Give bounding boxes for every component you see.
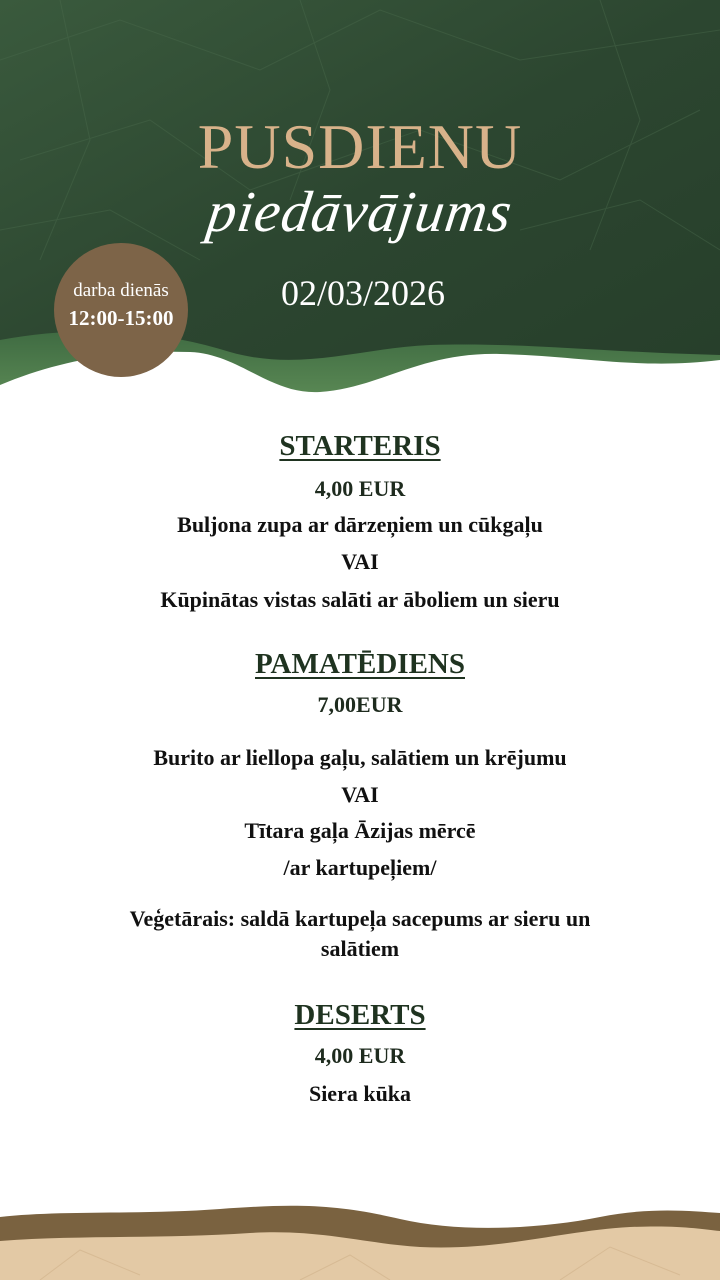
main-vegetarian-line-1: Veģetārais: saldā kartupeļa sacepums ar sieru un xyxy=(129,906,591,931)
footer-background xyxy=(0,1195,720,1280)
dessert-title: DESERTS xyxy=(294,999,426,1031)
dessert-price: 4,00 EUR xyxy=(314,1043,406,1068)
menu-title: PUSDIENU xyxy=(197,111,523,182)
dessert-option-1: Siera kūka xyxy=(308,1081,412,1106)
main-option-1: Burito ar liellopa gaļu, salātiem un krējumu xyxy=(153,745,567,770)
starter-title: STARTERIS xyxy=(279,430,441,462)
main-or: VAI xyxy=(341,782,379,807)
starter-or: VAI xyxy=(341,549,379,574)
starter-option-1: Buljona zupa ar dārzeņiem un cūkgaļu xyxy=(177,512,543,537)
main-title: PAMATĒDIENS xyxy=(255,648,465,680)
hours-badge xyxy=(54,243,188,377)
menu-subtitle: piedāvājums xyxy=(203,179,517,244)
starter-option-2: Kūpinātas vistas salāti ar āboliem un sieru xyxy=(160,587,560,612)
menu-date: 02/03/2026 xyxy=(280,273,445,313)
hours-time: 12:00-15:00 xyxy=(68,306,174,330)
main-price: 7,00EUR xyxy=(317,692,403,717)
starter-price: 4,00 EUR xyxy=(314,476,406,501)
hours-days: darba dienās xyxy=(73,280,169,301)
main-option-2: Tītara gaļa Āzijas mērcē xyxy=(244,818,476,843)
main-option-2-side: /ar kartupeļiem/ xyxy=(283,855,437,880)
main-vegetarian-line-2: salātiem xyxy=(320,936,400,961)
